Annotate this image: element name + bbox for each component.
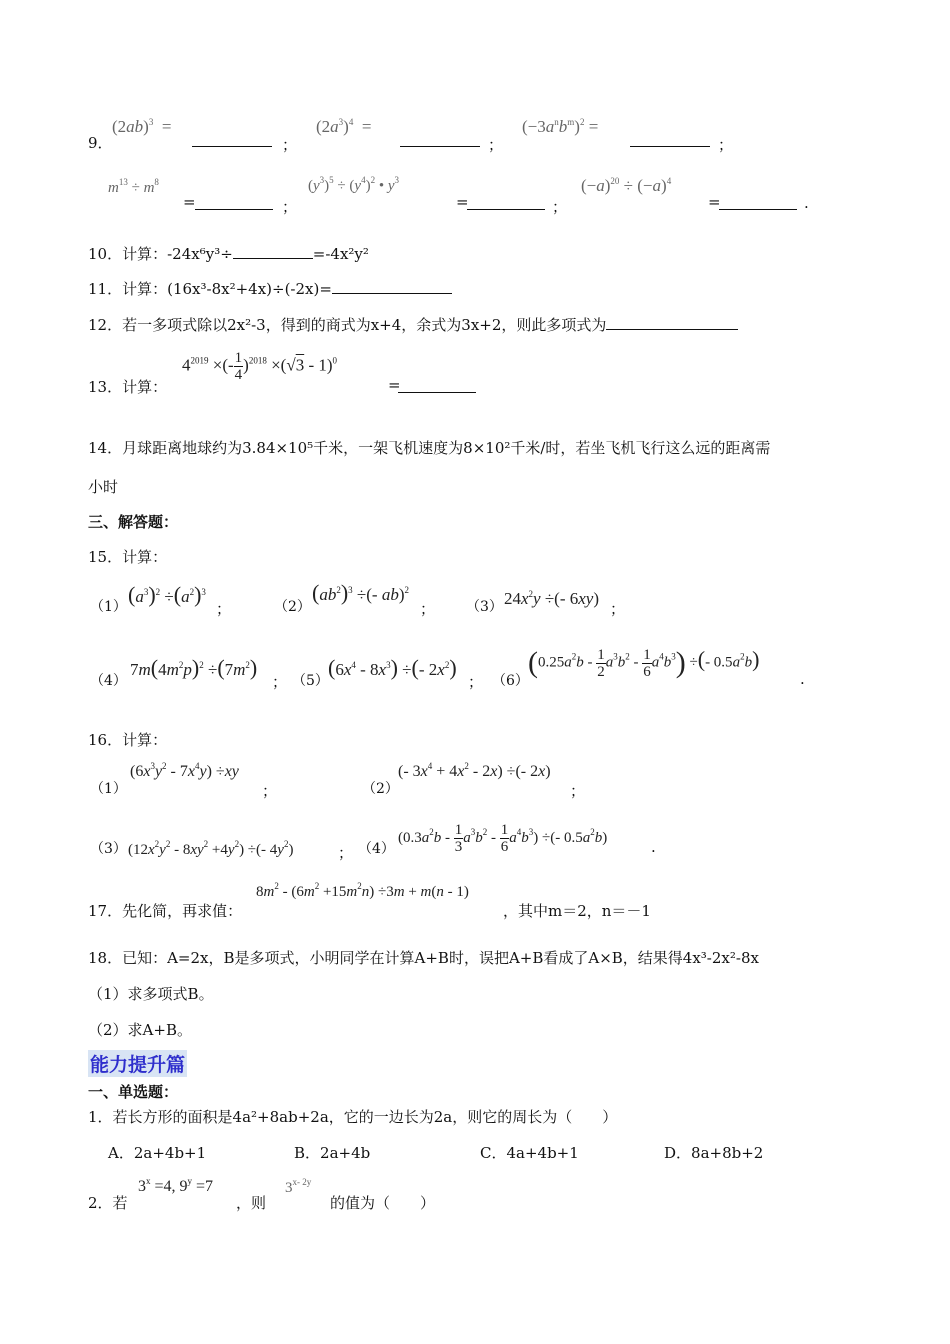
question-12 [88, 314, 738, 335]
m1-option-c-val: 4a+4b+1 [506, 1144, 579, 1162]
m1-number: 1． [88, 1108, 113, 1126]
q15-item-5-expr: $(6x^4 - 8x^3)$ ÷(- $2x^2$) [328, 655, 457, 680]
q15-item-1-end: ； [216, 600, 232, 618]
m1-option-c-key: C． [480, 1144, 507, 1162]
m1-option-b[interactable] [294, 1142, 370, 1163]
m1-option-d-val: 8a+8b+2 [691, 1144, 764, 1162]
q9-sep-4: ； [282, 198, 298, 216]
q15-item-6-expr: ($0.25a^2b$ - $\frac{1}{2}$ $a^3b^2$ - $\frac{1}{6}$ $a^4b^3$) ÷(- $0.5a^2b$) [528, 646, 760, 680]
q16-item-4-expr: ($0.3a^2b$ - $\frac{1}{3}$ $a^3b^2$ - $\frac{1}{6}$ $a^4b^3$) ÷(- $0.5a^2b$) [398, 822, 608, 855]
m1-option-c[interactable] [480, 1142, 579, 1163]
question-13 [88, 376, 167, 397]
q12-blank[interactable] [606, 315, 738, 330]
q9-expr-4: $m^{13} \div m^8$ [108, 177, 159, 196]
q16-item-3-number: （3） [90, 841, 127, 857]
m2-post: 的值为（ ） [330, 1194, 436, 1212]
m1-option-a-key: A． [108, 1144, 134, 1162]
q9-blank-6[interactable] [719, 195, 797, 210]
q15-item-4-end: ； [272, 673, 288, 691]
q9-expr-1: $(2ab)^3$ = [112, 117, 172, 136]
q15-item-5-end: ； [468, 673, 484, 691]
q15-label: 计算： [122, 548, 168, 566]
m1-option-d[interactable] [664, 1142, 763, 1163]
m2-pre: 若 [112, 1194, 128, 1212]
q11-blank[interactable] [332, 279, 452, 294]
m1-text: 若长方形的面积是4a²+8ab+2a，它的一边长为2a，则它的周长为（ ） [112, 1108, 618, 1126]
m1-option-a[interactable] [108, 1142, 206, 1163]
q16-number: 16． [88, 731, 123, 749]
q9-blank-4[interactable] [195, 195, 273, 210]
q10-number: 10． [88, 245, 123, 263]
q16-item-3-expr: $(12x^2y^2 - 8xy^2 +4y^2)$ ÷(- $4y^2$) [128, 839, 294, 858]
question-17 [88, 900, 242, 921]
m2-number: 2． [88, 1194, 113, 1212]
q17-expr: $8m^2 - (6m^2 +15m^2n) \div 3m + m(n - 1)$ [256, 881, 469, 900]
m2-expr: $3^{x- 2y}$ [285, 1177, 312, 1196]
q15-item-2-expr: $(ab^2)^3$ ÷(- ab)$^2$ [312, 580, 409, 605]
q16-item-4-end: . [651, 838, 656, 856]
q12-text: 若一多项式除以2x²-3，得到的商式为x+4，余式为3x+2，则此多项式为 [122, 316, 607, 334]
q15-item-4-expr: $7m(4m^2p)^2 \div(7m^2)$ [130, 655, 258, 680]
q16-item-4-number: （4） [358, 841, 395, 857]
m1-option-b-key: B． [294, 1144, 321, 1162]
q9-sep-2: ； [488, 136, 504, 154]
q9-blank-5[interactable] [467, 195, 545, 210]
q14-text: 月球距离地球约为3.84×10⁵千米，一架飞机速度为8×10²千米/时，若坐飞机飞行这么远的距离需 [122, 439, 771, 457]
q16-label: 计算： [122, 731, 168, 749]
q9-expr-6: $(-a)^{20} \div (-a)^4$ [581, 176, 672, 195]
q15-number: 15． [88, 548, 123, 566]
q17-label: 先化简，再求值： [122, 902, 243, 920]
section-ability-heading: 能力提升篇 [88, 1050, 187, 1077]
q15-item-3-expr: $24x^2y$ ÷(- 6xy) [504, 589, 600, 608]
question-14-line2: 小时 [88, 478, 119, 496]
q9-blank-3[interactable] [630, 132, 710, 147]
q15-item-5-number: （5） [292, 673, 329, 689]
q15-item-3-number: （3） [466, 599, 503, 615]
q11-text: 计算：(16x³-8x²+4x)÷(-2x)= [122, 280, 332, 298]
q15-item-6-number: （6） [492, 673, 529, 689]
mc-question-2 [88, 1192, 128, 1213]
q13-number: 13． [88, 378, 123, 396]
q10-suffix: =-4x²y² [312, 245, 369, 263]
question-11 [88, 278, 452, 299]
q12-number: 12． [88, 316, 123, 334]
q13-expr: $4^{2019}$ ×(- $\frac{1}{4}$ )$^{2018}$ ×(√3 - 1)$^0$ [182, 350, 338, 383]
q9-expr-2: $(2a^3)^4$ = [316, 117, 372, 136]
section-answer-questions: 三、解答题： [88, 513, 179, 531]
q16-item-1-number: （1） [90, 781, 127, 797]
q16-item-1-expr: $(6x^3y^2 - 7x^4y) \div xy$ [130, 761, 239, 780]
q9-eq-4: = [183, 193, 196, 211]
q9-eq-6: = [708, 193, 721, 211]
q15-item-2-end: ； [420, 600, 436, 618]
q11-number: 11． [88, 280, 123, 298]
m1-option-a-val: 2a+4b+1 [133, 1144, 207, 1162]
q10-prefix: 计算：-24x⁶y³÷ [122, 245, 233, 263]
question-16 [88, 729, 167, 750]
question-18-sub1: （1）求多项式B。 [88, 985, 214, 1003]
section-single-choice: 一、单选题： [88, 1083, 179, 1101]
mc-question-1 [88, 1106, 617, 1127]
q9-sep-5: ； [552, 198, 568, 216]
q9-eq-5: = [456, 193, 469, 211]
q17-condition: ，其中m＝2，n＝－1 [503, 902, 651, 920]
q15-item-4-number: （4） [90, 673, 127, 689]
q15-item-2-number: （2） [274, 599, 311, 615]
q10-blank[interactable] [233, 244, 313, 259]
question-15 [88, 546, 167, 567]
q16-item-2-expr: (- $3x^4 + 4x^2 - 2x$) ÷(- 2x) [398, 761, 551, 780]
q9-expr-5: $(y^3)^5 \div (y^4)^2$ • $y^3$ [308, 175, 400, 194]
q17-number: 17． [88, 902, 123, 920]
question-9-number: 9． [88, 134, 113, 152]
q13-eq: = [388, 376, 401, 394]
q9-sep-1: ； [282, 136, 298, 154]
q16-item-2-end: ； [570, 782, 586, 800]
q15-item-3-end: ； [610, 600, 626, 618]
q9-blank-2[interactable] [400, 132, 480, 147]
q9-sep-6: . [804, 194, 809, 212]
m2-mid: ，则 [236, 1194, 267, 1212]
question-18-line1 [88, 947, 759, 968]
q13-label: 计算： [122, 378, 168, 396]
q9-expr-3: $(-3a^nb^m)^2$ = [522, 117, 599, 136]
question-18-sub2: （2）求A+B。 [88, 1021, 192, 1039]
q9-blank-1[interactable] [192, 132, 272, 147]
m1-option-b-val: 2a+4b [320, 1144, 371, 1162]
q9-sep-3: ； [718, 136, 734, 154]
q18-number: 18． [88, 949, 123, 967]
q15-item-6-end: . [800, 670, 805, 688]
q15-item-1-number: （1） [90, 599, 127, 615]
m1-option-d-key: D． [664, 1144, 692, 1162]
q16-item-3-end: ； [338, 844, 354, 862]
q15-item-1-expr: $(a^3)^2 \div(a^2)^3$ [128, 582, 206, 607]
q16-item-1-end: ； [262, 782, 278, 800]
q13-blank[interactable] [398, 378, 476, 393]
m2-condition: $3^x =4$, $9^y =7$ [138, 1176, 214, 1195]
question-10 [88, 243, 369, 264]
q14-number: 14． [88, 439, 123, 457]
question-14-line1 [88, 437, 770, 458]
q16-item-2-number: （2） [362, 781, 399, 797]
q18-text: 已知：A=2x，B是多项式，小明同学在计算A+B时，误把A+B看成了A×B，结果得4x³-2x²-8x [122, 949, 759, 967]
